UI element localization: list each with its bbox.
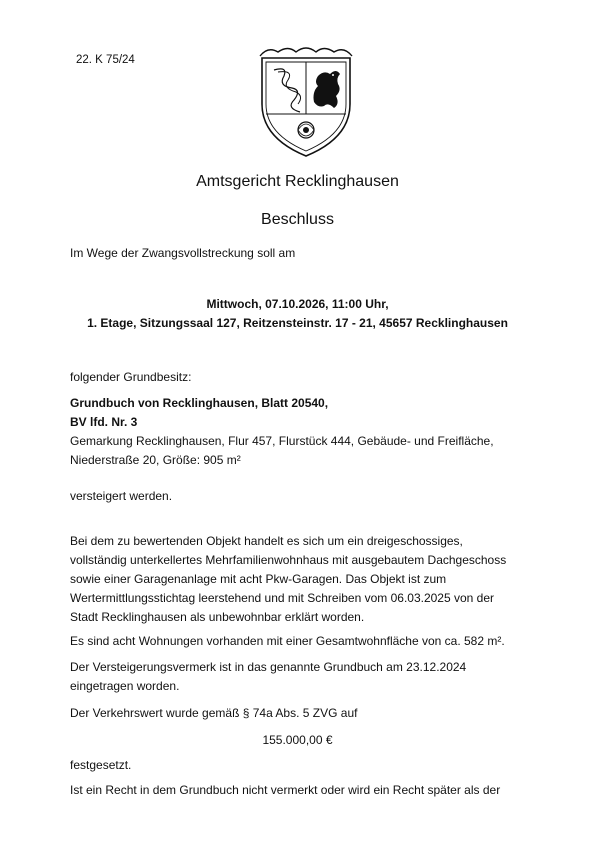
- document-title: Beschluss: [261, 211, 334, 228]
- court-name: Amtsgericht Recklinghausen: [196, 173, 399, 190]
- fixed-text: festgesetzt.: [70, 758, 132, 772]
- property-label: folgender Grundbesitz:: [70, 370, 192, 384]
- apartments-text: Es sind acht Wohnungen vorhanden mit einer Gesamtwohnfläche von ca. 582 m².: [70, 634, 505, 648]
- registration-line: eingetragen worden.: [70, 679, 180, 693]
- registration-line: Der Versteigerungsvermerk ist in das genannte Grundbuch am 23.12.2024: [70, 660, 467, 674]
- continuation-line: Ist ein Recht in dem Grundbuch nicht vermerkt oder wird ein Recht später als der: [70, 783, 501, 797]
- market-value-intro: Der Verkehrswert wurde gemäß § 74a Abs. 5 ZVG auf: [70, 706, 358, 720]
- parcel-line-2: Niederstraße 20, Größe: 905 m²: [70, 453, 241, 467]
- auction-date: Mittwoch, 07.10.2026, 11:00 Uhr,: [206, 297, 389, 311]
- parcel-line-1: Gemarkung Recklinghausen, Flur 457, Flurstück 444, Gebäude- und Freifläche,: [70, 434, 494, 448]
- auctioned-text: versteigert werden.: [70, 489, 173, 503]
- description-line: vollständig unterkellertes Mehrfamilienwohnhaus mit ausgebautem Dachgeschoss: [70, 553, 507, 567]
- coat-of-arms-icon: [256, 42, 356, 160]
- description-line: sowie einer Garagenanlage mit acht Pkw-Garagen. Das Objekt ist zum: [70, 572, 447, 586]
- case-number: 22. K 75/24: [76, 54, 135, 66]
- auction-venue: 1. Etage, Sitzungssaal 127, Reitzensteinstr. 17 - 21, 45657 Recklinghausen: [87, 316, 508, 330]
- description-line: Wertermittlungsstichtag leerstehend und mit Schreiben vom 06.03.2025 von der: [70, 591, 495, 605]
- description-line: Stadt Recklinghausen als unbewohnbar erklärt worden.: [70, 610, 365, 624]
- intro-text: Im Wege der Zwangsvollstreckung soll am: [70, 246, 296, 260]
- bv-number: BV lfd. Nr. 3: [70, 415, 138, 429]
- description-line: Bei dem zu bewertenden Objekt handelt es sich um ein dreigeschossiges,: [70, 534, 463, 548]
- market-value: 155.000,00 €: [262, 733, 333, 747]
- land-register: Grundbuch von Recklinghausen, Blatt 20540,: [70, 396, 329, 410]
